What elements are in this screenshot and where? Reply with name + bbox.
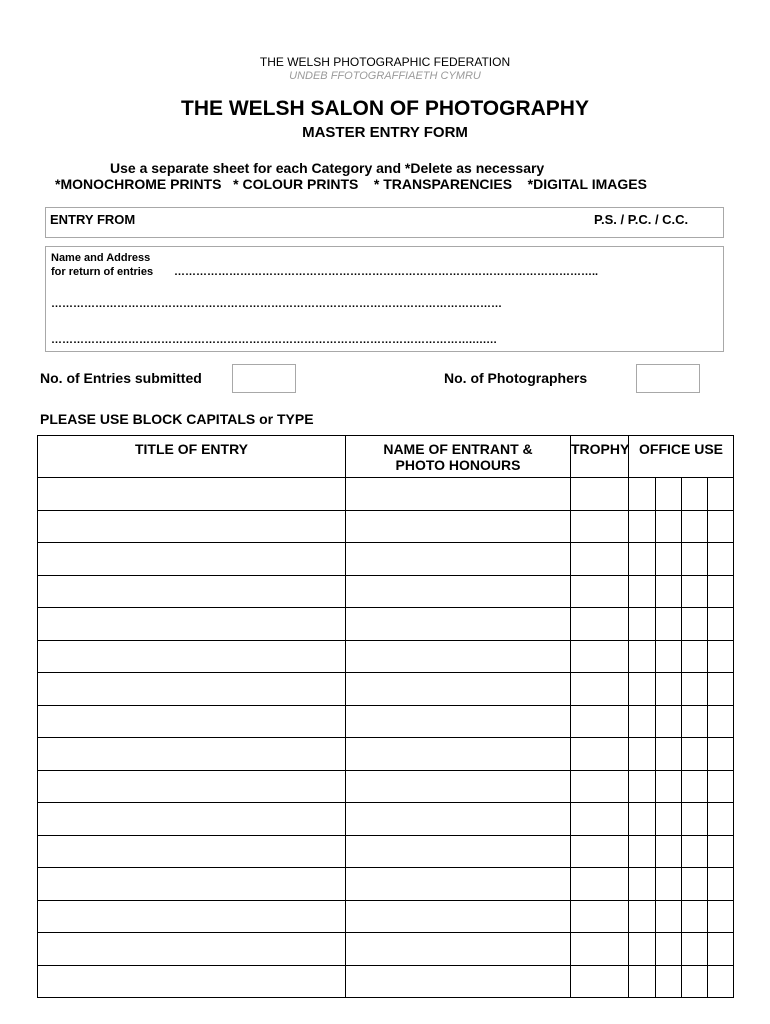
- cell-title[interactable]: [38, 478, 346, 511]
- col-title-of-entry: TITLE OF ENTRY: [38, 436, 346, 478]
- cell-trophy[interactable]: [571, 510, 629, 543]
- federation-name: THE WELSH PHOTOGRAPHIC FEDERATION: [259, 55, 511, 69]
- cell-office-2: [656, 868, 682, 901]
- cell-trophy[interactable]: [571, 770, 629, 803]
- cell-office-3: [682, 543, 708, 576]
- cell-entrant[interactable]: [346, 835, 571, 868]
- cell-office-4: [708, 510, 734, 543]
- cell-office-1: [629, 640, 656, 673]
- col-trophy: TROPHY: [571, 436, 629, 478]
- cell-office-2: [656, 510, 682, 543]
- photographers-count-label: No. of Photographers: [444, 370, 588, 386]
- cell-title[interactable]: [38, 835, 346, 868]
- table-row: [38, 673, 734, 706]
- cell-entrant[interactable]: [346, 900, 571, 933]
- cell-office-4: [708, 543, 734, 576]
- page-title: THE WELSH SALON OF PHOTOGRAPHY: [181, 97, 589, 120]
- cell-office-1: [629, 803, 656, 836]
- cell-office-2: [656, 478, 682, 511]
- cell-title[interactable]: [38, 965, 346, 998]
- cell-office-3: [682, 868, 708, 901]
- cell-office-1: [629, 738, 656, 771]
- cell-entrant[interactable]: [346, 543, 571, 576]
- cell-title[interactable]: [38, 770, 346, 803]
- cell-office-2: [656, 543, 682, 576]
- cell-office-2: [656, 705, 682, 738]
- cell-office-1: [629, 478, 656, 511]
- block-capitals-note: PLEASE USE BLOCK CAPITALS or TYPE: [40, 411, 314, 427]
- form-subtitle: MASTER ENTRY FORM: [302, 124, 468, 141]
- cell-entrant[interactable]: [346, 478, 571, 511]
- cell-title[interactable]: [38, 673, 346, 706]
- cell-office-1: [629, 770, 656, 803]
- table-row: [38, 933, 734, 966]
- address-line-1[interactable]: ……………………………………………………………………………………………………..: [174, 266, 599, 278]
- cell-office-1: [629, 965, 656, 998]
- cell-office-3: [682, 608, 708, 641]
- cell-trophy[interactable]: [571, 575, 629, 608]
- entries-table: [37, 435, 734, 998]
- cell-office-3: [682, 933, 708, 966]
- cell-office-3: [682, 478, 708, 511]
- cell-title[interactable]: [38, 933, 346, 966]
- cell-office-1: [629, 900, 656, 933]
- cell-office-3: [682, 770, 708, 803]
- cell-office-4: [708, 478, 734, 511]
- table-row: [38, 575, 734, 608]
- cell-office-4: [708, 868, 734, 901]
- cell-office-2: [656, 673, 682, 706]
- cell-entrant[interactable]: [346, 510, 571, 543]
- cell-office-4: [708, 900, 734, 933]
- cell-entrant[interactable]: [346, 608, 571, 641]
- cell-title[interactable]: [38, 803, 346, 836]
- cell-trophy[interactable]: [571, 965, 629, 998]
- cell-office-2: [656, 900, 682, 933]
- table-row: [38, 738, 734, 771]
- cell-trophy[interactable]: [571, 868, 629, 901]
- cell-office-2: [656, 933, 682, 966]
- cell-entrant[interactable]: [346, 738, 571, 771]
- cell-office-4: [708, 933, 734, 966]
- cell-office-4: [708, 803, 734, 836]
- entry-from-label: ENTRY FROM: [50, 212, 136, 227]
- cell-title[interactable]: [38, 608, 346, 641]
- cell-entrant[interactable]: [346, 705, 571, 738]
- cell-trophy[interactable]: [571, 835, 629, 868]
- cell-office-3: [682, 673, 708, 706]
- table-row: [38, 608, 734, 641]
- cell-trophy[interactable]: [571, 673, 629, 706]
- col-office-use: OFFICE USE: [629, 436, 734, 478]
- cell-office-2: [656, 738, 682, 771]
- cell-office-3: [682, 965, 708, 998]
- photographers-count-field[interactable]: [636, 364, 700, 393]
- cell-office-2: [656, 965, 682, 998]
- cell-office-2: [656, 803, 682, 836]
- cell-office-2: [656, 835, 682, 868]
- table-row: [38, 705, 734, 738]
- table-row: [38, 835, 734, 868]
- cell-entrant[interactable]: [346, 803, 571, 836]
- cell-office-1: [629, 868, 656, 901]
- col-entrant-line1: NAME OF ENTRANT &: [383, 441, 533, 457]
- table-header-row: [38, 436, 734, 478]
- cell-office-3: [682, 900, 708, 933]
- cell-title[interactable]: [38, 640, 346, 673]
- cell-office-3: [682, 835, 708, 868]
- cell-office-4: [708, 640, 734, 673]
- table-row: [38, 900, 734, 933]
- cell-title[interactable]: [38, 900, 346, 933]
- cell-entrant[interactable]: [346, 965, 571, 998]
- table-row: [38, 478, 734, 511]
- cell-office-3: [682, 738, 708, 771]
- cell-office-3: [682, 705, 708, 738]
- instruction-text: Use a separate sheet for each Category and *Delete as necessary: [110, 160, 545, 176]
- cell-office-4: [708, 673, 734, 706]
- cell-trophy[interactable]: [571, 543, 629, 576]
- entries-count-field[interactable]: [232, 364, 296, 393]
- cell-entrant[interactable]: [346, 640, 571, 673]
- table-row: [38, 965, 734, 998]
- cell-office-1: [629, 933, 656, 966]
- address-line-2[interactable]: ……………………………………………………………………………………………………………: [51, 298, 502, 310]
- cell-title[interactable]: [38, 868, 346, 901]
- address-label-line2: for return of entries: [51, 266, 154, 278]
- cell-office-4: [708, 770, 734, 803]
- col-entrant-line2: PHOTO HONOURS: [395, 457, 521, 473]
- cell-title[interactable]: [38, 575, 346, 608]
- cell-office-1: [629, 835, 656, 868]
- cell-trophy[interactable]: [571, 738, 629, 771]
- cell-entrant[interactable]: [346, 673, 571, 706]
- cell-title[interactable]: [38, 543, 346, 576]
- cell-trophy[interactable]: [571, 640, 629, 673]
- address-line-3[interactable]: …………………………………………………………………………………………………….….…: [51, 334, 498, 346]
- cell-office-2: [656, 770, 682, 803]
- cell-office-1: [629, 673, 656, 706]
- cell-office-1: [629, 543, 656, 576]
- table-row: [38, 640, 734, 673]
- cell-office-3: [682, 640, 708, 673]
- cell-office-3: [682, 575, 708, 608]
- membership-options[interactable]: P.S. / P.C. / C.C.: [594, 212, 689, 227]
- cell-office-4: [708, 705, 734, 738]
- cell-office-2: [656, 640, 682, 673]
- cell-trophy[interactable]: [571, 478, 629, 511]
- cell-title[interactable]: [38, 738, 346, 771]
- table-row: [38, 770, 734, 803]
- cell-title[interactable]: [38, 705, 346, 738]
- cell-office-2: [656, 575, 682, 608]
- entries-table-body: [38, 478, 734, 998]
- cell-office-4: [708, 738, 734, 771]
- table-row: [38, 803, 734, 836]
- cell-entrant[interactable]: [346, 933, 571, 966]
- cell-office-4: [708, 965, 734, 998]
- cell-office-4: [708, 608, 734, 641]
- table-row: [38, 868, 734, 901]
- cell-office-1: [629, 510, 656, 543]
- col-entrant: [346, 436, 571, 478]
- cell-office-4: [708, 835, 734, 868]
- cell-trophy[interactable]: [571, 933, 629, 966]
- cell-office-1: [629, 608, 656, 641]
- cell-office-2: [656, 608, 682, 641]
- cell-office-1: [629, 705, 656, 738]
- cell-title[interactable]: [38, 510, 346, 543]
- cell-entrant[interactable]: [346, 770, 571, 803]
- cell-trophy[interactable]: [571, 608, 629, 641]
- cell-office-3: [682, 803, 708, 836]
- cell-trophy[interactable]: [571, 803, 629, 836]
- category-options[interactable]: *MONOCHROME PRINTS * COLOUR PRINTS * TRANSPARENCIES *DIGITAL IMAGES: [55, 176, 647, 192]
- federation-name-welsh: UNDEB FFOTOGRAFFIAETH CYMRU: [289, 70, 481, 82]
- table-row: [38, 510, 734, 543]
- address-label: Name and Address: [51, 252, 151, 264]
- cell-trophy[interactable]: [571, 900, 629, 933]
- cell-office-3: [682, 510, 708, 543]
- cell-office-4: [708, 575, 734, 608]
- entries-count-label: No. of Entries submitted: [40, 370, 202, 386]
- cell-entrant[interactable]: [346, 575, 571, 608]
- cell-trophy[interactable]: [571, 705, 629, 738]
- cell-office-1: [629, 575, 656, 608]
- cell-entrant[interactable]: [346, 868, 571, 901]
- table-row: [38, 543, 734, 576]
